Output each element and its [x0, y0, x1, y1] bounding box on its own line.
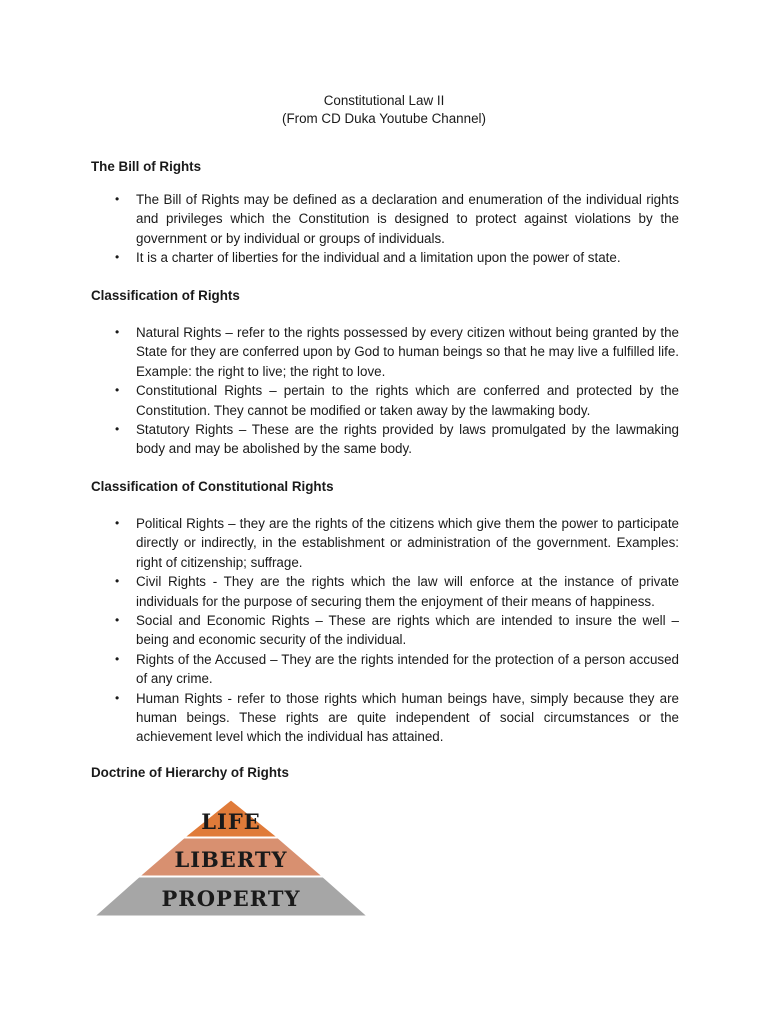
bullet-icon: • — [115, 651, 120, 666]
bullet-icon: • — [115, 422, 120, 437]
classification-of-rights-list — [91, 323, 679, 459]
list-item: • It is a charter of liberties for the individual and a limitation upon the power of state. — [91, 248, 679, 267]
pyramid-label-property: PROPERTY — [161, 886, 301, 911]
list-item: • Natural Rights – refer to the rights possessed by every citizen without being granted by the State for they are conferred upon by God to human beings so that he may live a fulfilled life. Example: the right to live; the right to love. — [115, 325, 679, 379]
section-heading-doctrine-of-hierarchy: Doctrine of Hierarchy of Rights — [91, 765, 289, 780]
list-item: • Constitutional Rights – pertain to the rights which are conferred and protected by the Constitution. They cannot be modified or taken away by the lawmaking body. — [115, 383, 679, 418]
list-item: • Rights of the Accused – They are the rights intended for the protection of a person accused of any crime. — [115, 651, 679, 687]
pyramid-label-liberty: LIBERTY — [174, 847, 288, 872]
section-heading-bill-of-rights: The Bill of Rights — [91, 159, 202, 174]
list-item: • Political Rights – they are the rights of the citizens which give them the power to participate directly or indirectly, in the establishment or administration of the government. Examples: right of citizenship; suffrage. — [115, 516, 679, 570]
bullet-icon: • — [115, 574, 120, 589]
section-heading-classification-of-constitutional-rights: Classification of Constitutional Rights — [91, 479, 334, 494]
list-item: • Human Rights - refer to those rights which human beings have, simply because they are human beings. These rights are quite independent of social circumstances or the achievement level which the individual has attained. — [115, 690, 679, 745]
bullet-icon: • — [115, 516, 120, 530]
bullet-icon: • — [115, 690, 120, 705]
bill-of-rights-list — [91, 190, 679, 268]
list-item: • The Bill of Rights may be defined as a declaration and enumeration of the individual rights and privileges which the Constitution is designed to protect against violations by the government or by individual or groups of individuals. — [115, 192, 679, 246]
bullet-icon: • — [115, 325, 120, 339]
bullet-icon: • — [115, 613, 120, 628]
pyramid-label-life: LIFE — [201, 809, 261, 834]
bullet-icon: • — [115, 250, 120, 265]
constitutional-rights-list — [91, 514, 679, 747]
bullet-icon: • — [115, 192, 120, 206]
bullet-icon: • — [115, 383, 120, 398]
list-item: • Social and Economic Rights – These are rights which are intended to insure the well – being and economic security of the individual. — [115, 613, 679, 648]
document-title: Constitutional Law II — [323, 93, 445, 108]
document-header — [0, 92, 768, 128]
hierarchy-pyramid — [91, 797, 371, 919]
section-heading-classification-of-rights: Classification of Rights — [91, 288, 240, 303]
document-subtitle: (From CD Duka Youtube Channel) — [282, 111, 486, 126]
list-item: • Civil Rights - They are the rights which the law will enforce at the instance of private individuals for the purpose of securing them the enjoyment of their means of happiness. — [115, 574, 679, 609]
list-item: • Statutory Rights – These are the rights provided by laws promulgated by the lawmaking body and may be abolished by the same body. — [115, 422, 679, 457]
